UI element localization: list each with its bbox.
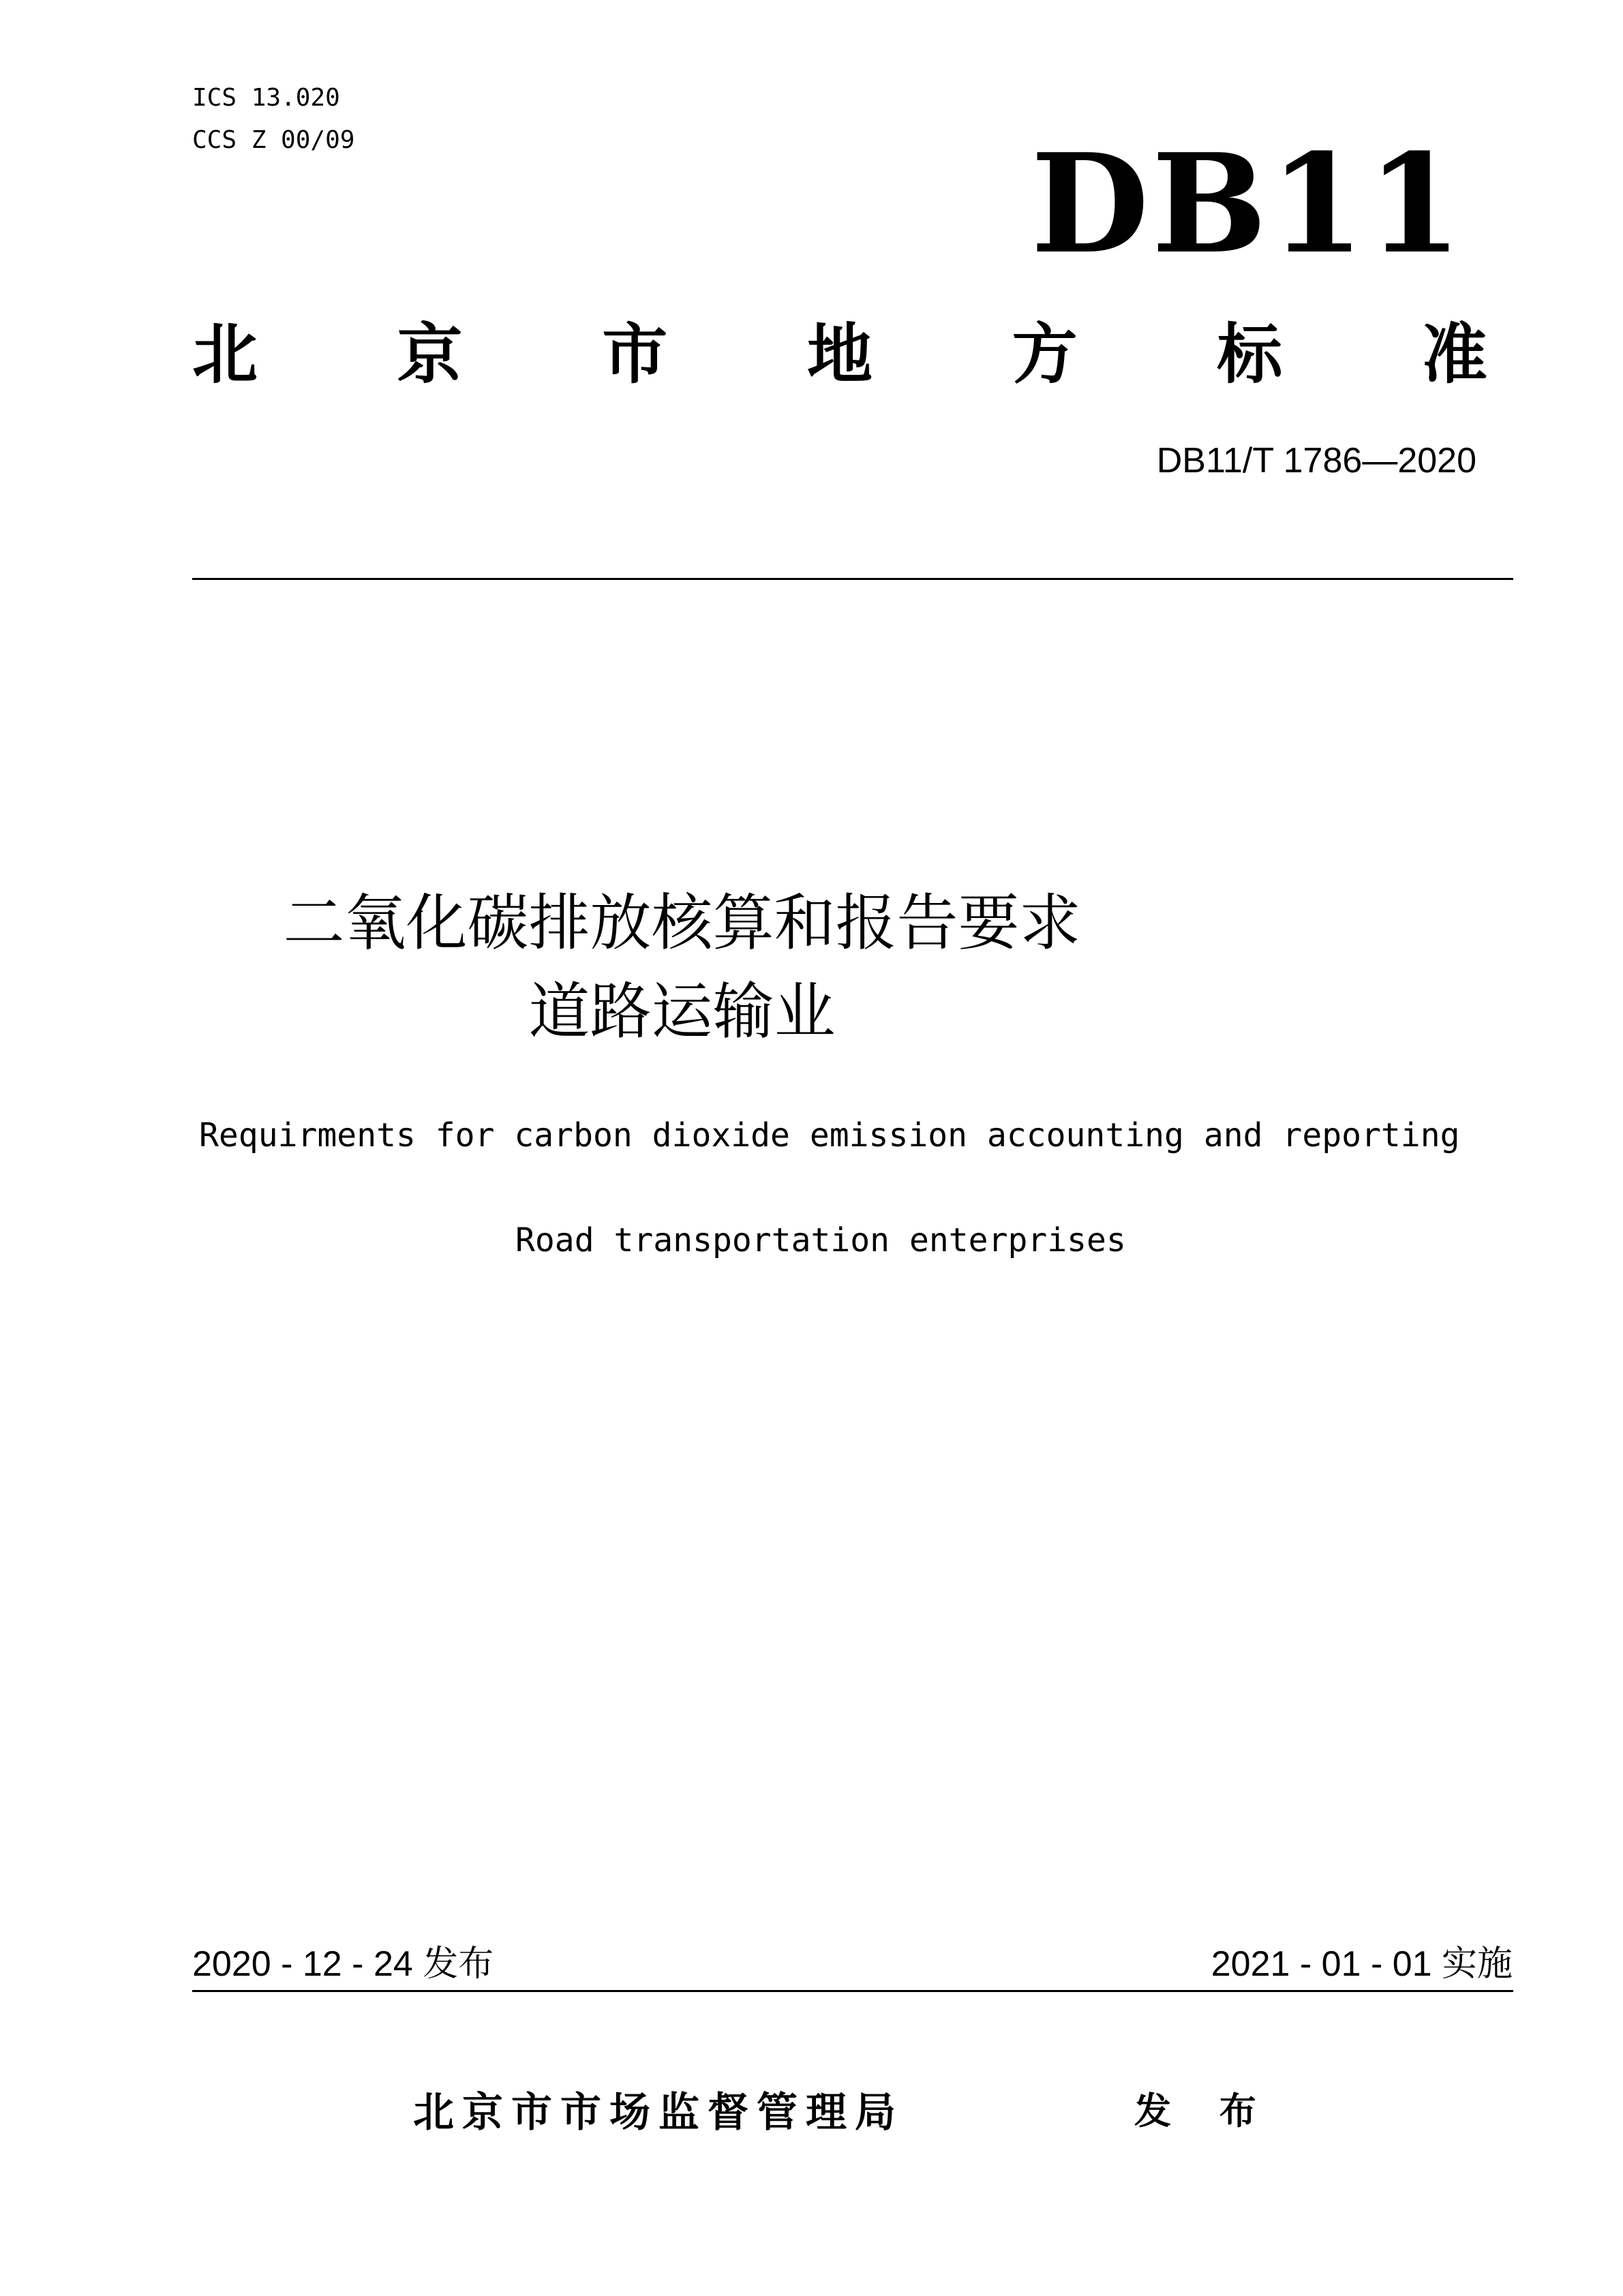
issuing-authority: 北京市市场监督管理局: [413, 2089, 904, 2137]
ccs-code: CCS Z 00/09: [192, 126, 355, 154]
header-divider: [192, 578, 1513, 580]
title-english-line1: Requirments for carbon dioxide emission accounting and reporting: [199, 1116, 1460, 1154]
standard-type-heading: [192, 313, 1487, 395]
standard-type-char: 市: [602, 316, 668, 393]
title-english-line2: Road transportation enterprises: [515, 1221, 1126, 1259]
standard-type-char: 地: [806, 316, 873, 393]
implementation-date: 2021 - 01 - 01 实施: [1211, 1944, 1513, 1984]
standard-type-char: 标: [1217, 316, 1283, 393]
issue-date: 2020 - 12 - 24 发布: [192, 1944, 494, 1984]
standard-type-char: 方: [1012, 316, 1078, 393]
standard-number: DB11/T 1786—2020: [1156, 441, 1476, 480]
standard-type-char: 北: [192, 316, 258, 393]
standard-type-char: 准: [1421, 316, 1487, 393]
ics-code: ICS 13.020: [192, 84, 340, 112]
title-chinese-sub: 道路运输业: [528, 976, 836, 1047]
standard-type-char: 京: [397, 316, 463, 393]
db11-logo: DB11: [1031, 124, 1465, 284]
footer-divider: [192, 1990, 1513, 1992]
title-chinese-main: 二氧化碳排放核算和报告要求: [283, 887, 1081, 959]
publish-label: 发 布: [1134, 2090, 1274, 2132]
